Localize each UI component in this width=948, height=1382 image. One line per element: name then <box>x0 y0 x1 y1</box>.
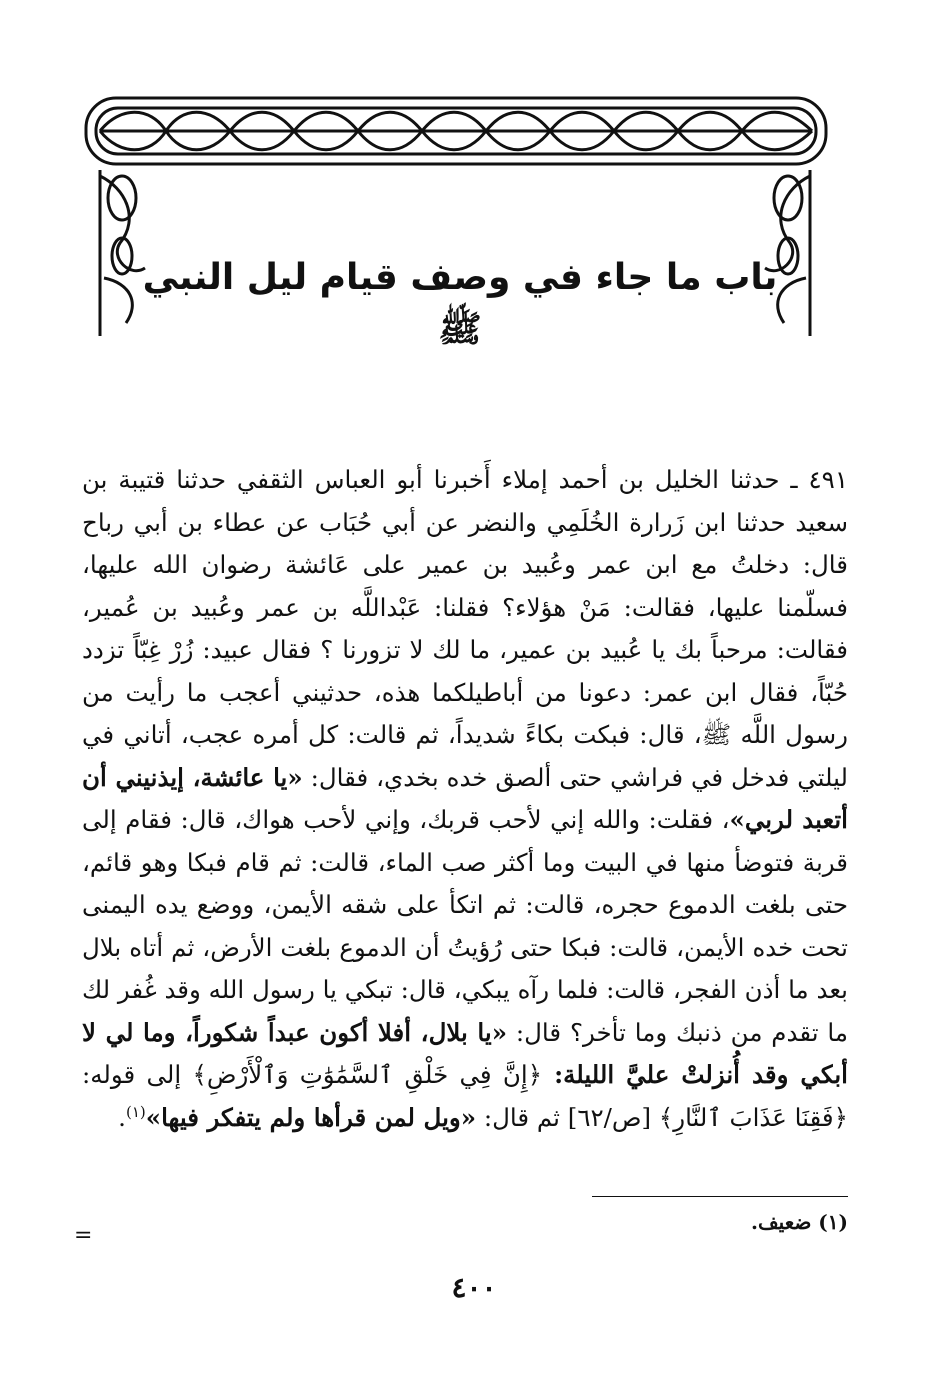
hadith-text-part2: ، فقلت: والله إني لأحب قربك، وإني لأحب هواك، قال: فقام إلى قربة فتوضأ منها في البيت وما أكثر صب الماء، قالت: ثم قام فبكا وهو قائم، حتى بلغت الدموع حجره، قالت: ثم اتكأ على شقه الأيمن، ووضع يده اليمنى تحت خده الأيمن، قالت: فبكا حتى رُؤيتُ أن الدموع بلغت الأرض، ثم أتاه بلال بعد ما أذن الفجر، قالت: فلما رآه يبكي، قال: تبكي يا رسول الله وقد غُفر لك ما تقدم من ذنبك وما تأخر؟ قال: <box>82 805 848 1047</box>
prophet-quote-3: «ويل لمن قرأها ولم يتفكر فيها» <box>145 1102 477 1132</box>
hadith-text <box>82 459 848 1139</box>
margin-mark: = <box>74 1223 93 1248</box>
footnote: (١) ضعيف. <box>751 1210 848 1234</box>
hadith-end-punctuation: . <box>118 1102 126 1132</box>
hadith-text-part3: إلى قوله: <box>82 1060 193 1089</box>
quran-verse-1: ﴿إِنَّ فِي خَلْقِ ٱلسَّمَٰوَٰتِ وَٱلْأَرْضِ﴾ <box>192 1060 543 1089</box>
hadith-text-part4: [ص/٦٢] ثم قال: <box>476 1102 659 1132</box>
footnote-divider <box>592 1196 848 1197</box>
hadith-text-part1: ٤٩١ ـ حدثنا الخليل بن أحمد إملاء أَخبرنا أبو العباس الثقفي حدثنا قتيبة بن سعيد حدثنا ابن زَرارة الخُلَمِي والنضر عن أبي حُبَاب عن عطاء بن أبي رباح قال: دخلتُ مع ابن عمر وعُبيد بن عمير على عَائشة رضوان الله عليها، فسلّمنا عليها، فقالت: مَنْ هؤلاء؟ فقلنا: عَبْداللَّه بن عمر وعُبيد بن عُمير، فقالت: مرحباً بك يا عُبيد بن عمير، ما لك لا تزورنا ؟ فقال عبيد: زُرْ غِبّاً تزدد حُبّاً، فقال ابن عمر: دعونا من أباطيلكما هذه، حدثيني أعجب ما رأيت من رسول اللَّه ﷺ، قال: فبكت بكاءً شديداً، ثم قالت: كل أمره عجب، أتاني في ليلتي فدخل في فراشي حتى ألصق خده بخدي، فقال: <box>82 465 849 792</box>
page-number: ٤٠٠ <box>451 1271 497 1304</box>
chapter-title: باب ما جاء في وصف قيام ليل النبي ﷺ <box>142 257 778 350</box>
footnote-marker: (١) <box>125 1102 146 1121</box>
quran-verse-2: ﴿فَقِنَا عَذَابَ ٱلنَّارِ﴾ <box>658 1102 848 1132</box>
hadith-paragraph <box>82 459 848 1139</box>
prophet-quote-2: «يا بلال، أفلا أكون عبداً شكوراً، وما لي لا أبكي وقد أُنزلتْ عليَّ الليلة: <box>82 1017 848 1089</box>
prophet-quote-1: «يا عائشة، إيذنيني أن أتعبد لربي» <box>82 762 848 834</box>
